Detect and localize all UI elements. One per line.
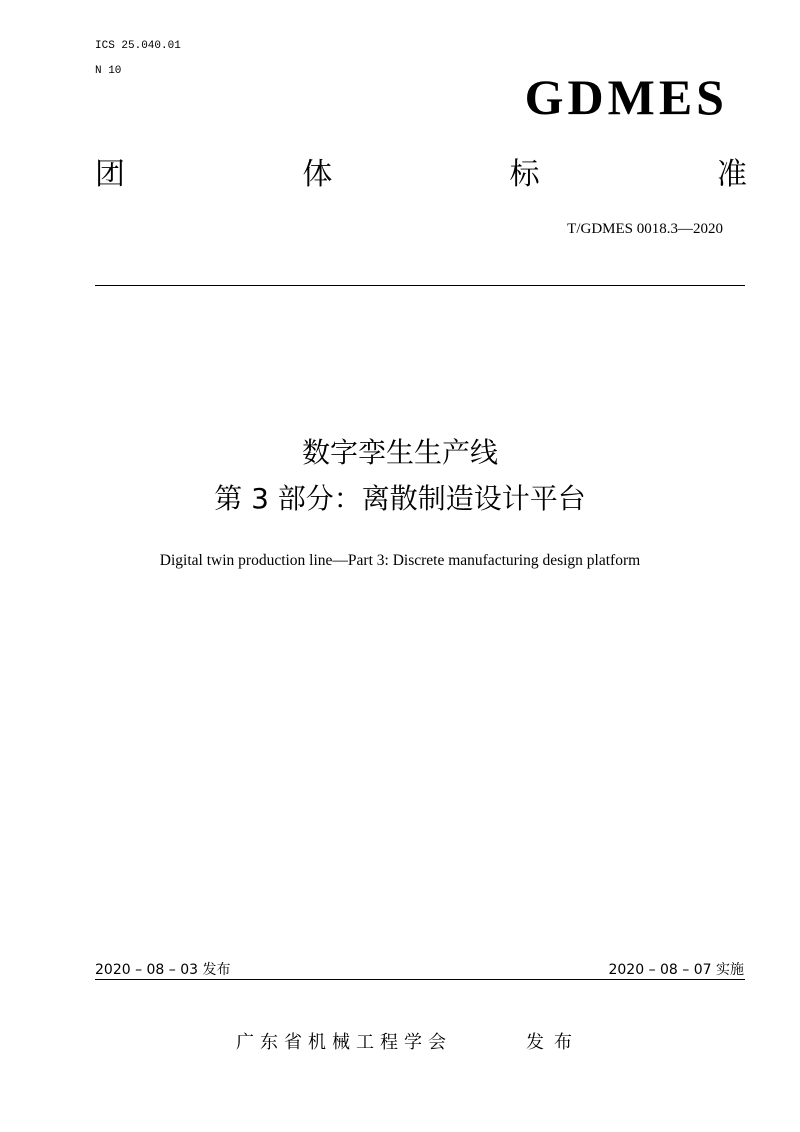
ics-code: ICS 25.040.01 [95,40,181,52]
title-english: Digital twin production line—Part 3: Discrete manufacturing design platform [159,552,641,569]
bottom-divider [95,979,745,980]
gdmes-logo: GDMES [524,69,728,125]
publish-label: 发布 [526,1032,582,1053]
publish-date: 2020 – 08 – 03 发布 [95,962,231,978]
publisher-name: 广东省机械工程学会 [236,1032,452,1053]
standard-number: T/GDMES 0018.3—2020 [567,221,723,237]
title-chinese-line-1: 数字孪生生产线 [301,436,498,469]
implement-date: 2020 – 08 – 07 实施 [608,962,744,978]
top-divider [95,285,745,286]
standard-type-char-3: 标 [509,157,540,192]
standard-type-char-1: 团 [95,157,125,192]
standard-type-heading [95,157,747,193]
standard-type-char-2: 体 [302,157,333,192]
n-classification: N 10 [95,65,122,77]
standard-type-char-4: 准 [716,157,747,192]
title-chinese-line-2: 第 3 部分：离散制造设计平台 [214,482,586,515]
